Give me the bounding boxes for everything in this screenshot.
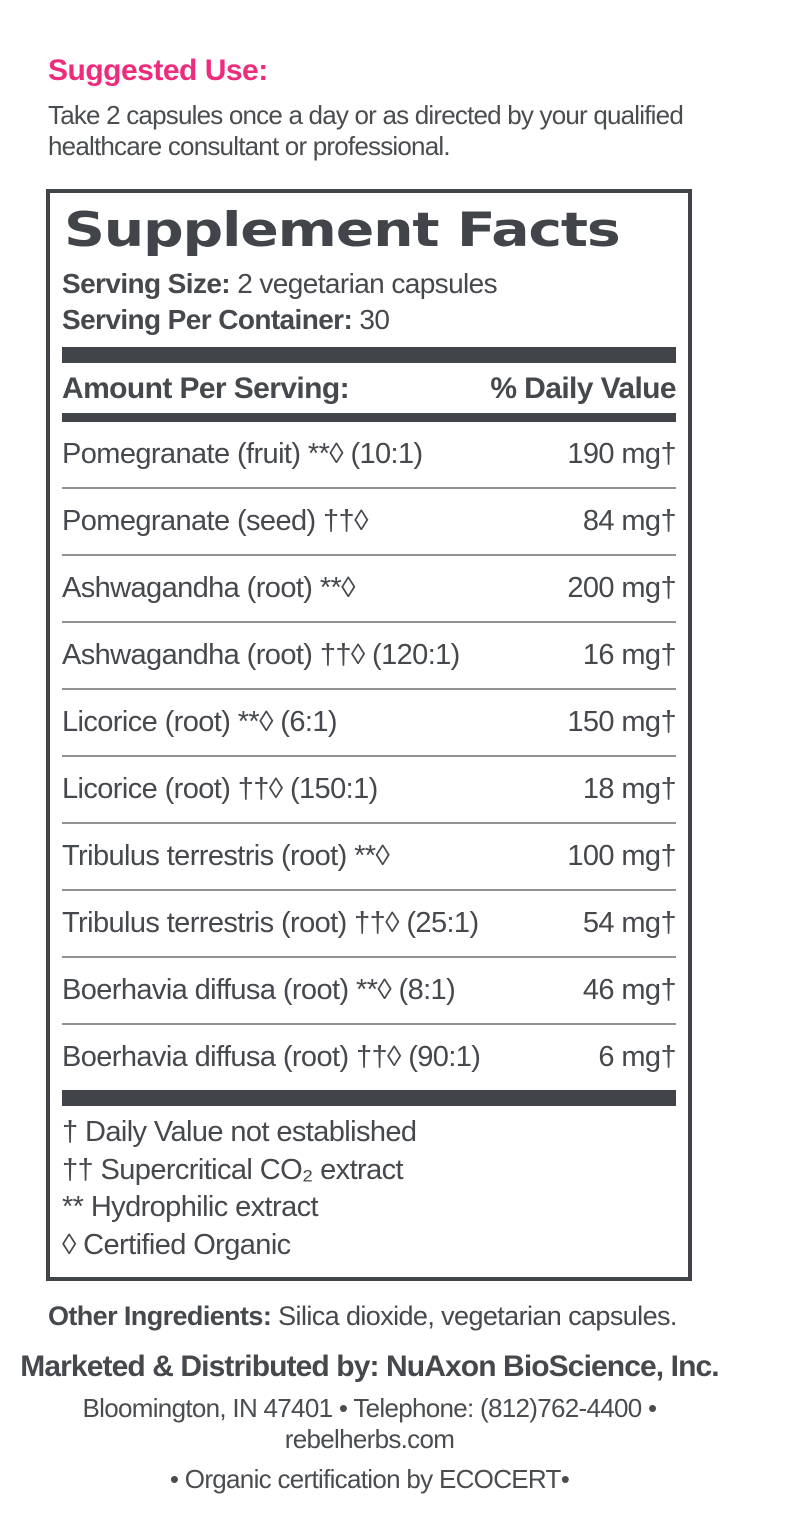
ingredient-amount: 84 mg† <box>582 505 676 538</box>
footnotes-section <box>62 1106 676 1269</box>
ingredient-amount: 190 mg† <box>567 438 676 471</box>
footnote-daily-value: † Daily Value not established <box>62 1116 417 1149</box>
ingredient-name: Licorice (root) **◊ (6:1) <box>62 706 337 739</box>
serving-size-label: Serving Size: <box>62 268 231 300</box>
servings-per-container-value: 30 <box>359 304 390 336</box>
table-row <box>62 422 676 487</box>
daily-value-header: % Daily Value <box>490 372 676 406</box>
table-row <box>62 487 676 554</box>
ingredient-name: Pomegranate (seed) ††◊ <box>62 505 368 538</box>
marketed-distributed-line: Marketed & Distributed by: NuAxon BioScience, Inc. <box>20 1349 719 1383</box>
ingredient-amount: 18 mg† <box>582 773 676 806</box>
table-row <box>62 889 676 956</box>
other-ingredients-label: Other Ingredients: <box>48 1300 272 1331</box>
supplement-facts-panel <box>46 189 692 1280</box>
footnote-hydrophilic: ** Hydrophilic extract <box>62 1191 318 1224</box>
serving-size-value: 2 vegetarian capsules <box>237 268 498 300</box>
divider-thick-bottom <box>62 1090 676 1106</box>
footnote-certified-organic: ◊ Certified Organic <box>62 1229 291 1262</box>
ingredient-amount: 16 mg† <box>582 639 676 672</box>
divider-thick-top <box>62 347 676 363</box>
ingredient-table <box>62 422 676 1090</box>
table-row <box>62 1023 676 1090</box>
table-row <box>62 621 676 688</box>
ingredient-name: Boerhavia diffusa (root) **◊ (8:1) <box>62 974 456 1007</box>
organic-certification-line: • Organic certification by ECOCERT• <box>169 1463 570 1494</box>
supplement-label-page <box>0 54 739 1530</box>
other-ingredients-value: Silica dioxide, vegetarian capsules. <box>278 1300 677 1331</box>
servings-per-container-label: Serving Per Container: <box>62 304 353 336</box>
ingredient-name: Ashwagandha (root) **◊ <box>62 572 355 605</box>
other-ingredients-line <box>48 1301 699 1332</box>
ingredient-name: Ashwagandha (root) ††◊ (120:1) <box>62 639 460 672</box>
ingredient-amount: 6 mg† <box>598 1041 676 1074</box>
table-row <box>62 755 676 822</box>
table-row <box>62 956 676 1023</box>
ingredient-name: Pomegranate (fruit) **◊ (10:1) <box>62 438 423 471</box>
table-row <box>62 688 676 755</box>
ingredient-name: Licorice (root) ††◊ (150:1) <box>62 773 378 806</box>
table-header-row <box>62 363 676 413</box>
ingredient-name: Tribulus terrestris (root) ††◊ (25:1) <box>62 907 479 940</box>
amount-per-serving-header: Amount Per Serving: <box>62 372 349 406</box>
footnote-supercritical-co2: †† Supercritical CO₂ extract <box>62 1153 403 1186</box>
address-phone-website-line: Bloomington, IN 47401 • Telephone: (812)762-4400 • rebelherbs.com <box>82 1392 657 1454</box>
suggested-use-heading: Suggested Use: <box>48 54 268 87</box>
panel-title: Supplement Facts <box>64 203 620 259</box>
ingredient-name: Boerhavia diffusa (root) ††◊ (90:1) <box>62 1041 481 1074</box>
ingredient-name: Tribulus terrestris (root) **◊ <box>62 840 390 873</box>
ingredient-amount: 46 mg† <box>582 974 676 1007</box>
table-row <box>62 822 676 889</box>
ingredient-amount: 200 mg† <box>567 572 676 605</box>
servings-per-container-line <box>62 302 676 338</box>
suggested-use-text: Take 2 capsules once a day or as directed by your qualified healthcare consultant or professional. <box>48 100 683 162</box>
serving-size-line <box>62 266 676 302</box>
suggested-use-section <box>48 54 699 162</box>
ingredient-amount: 100 mg† <box>567 840 676 873</box>
table-row <box>62 554 676 621</box>
ingredient-amount: 150 mg† <box>567 706 676 739</box>
divider-medium <box>62 413 676 422</box>
ingredient-amount: 54 mg† <box>582 907 676 940</box>
